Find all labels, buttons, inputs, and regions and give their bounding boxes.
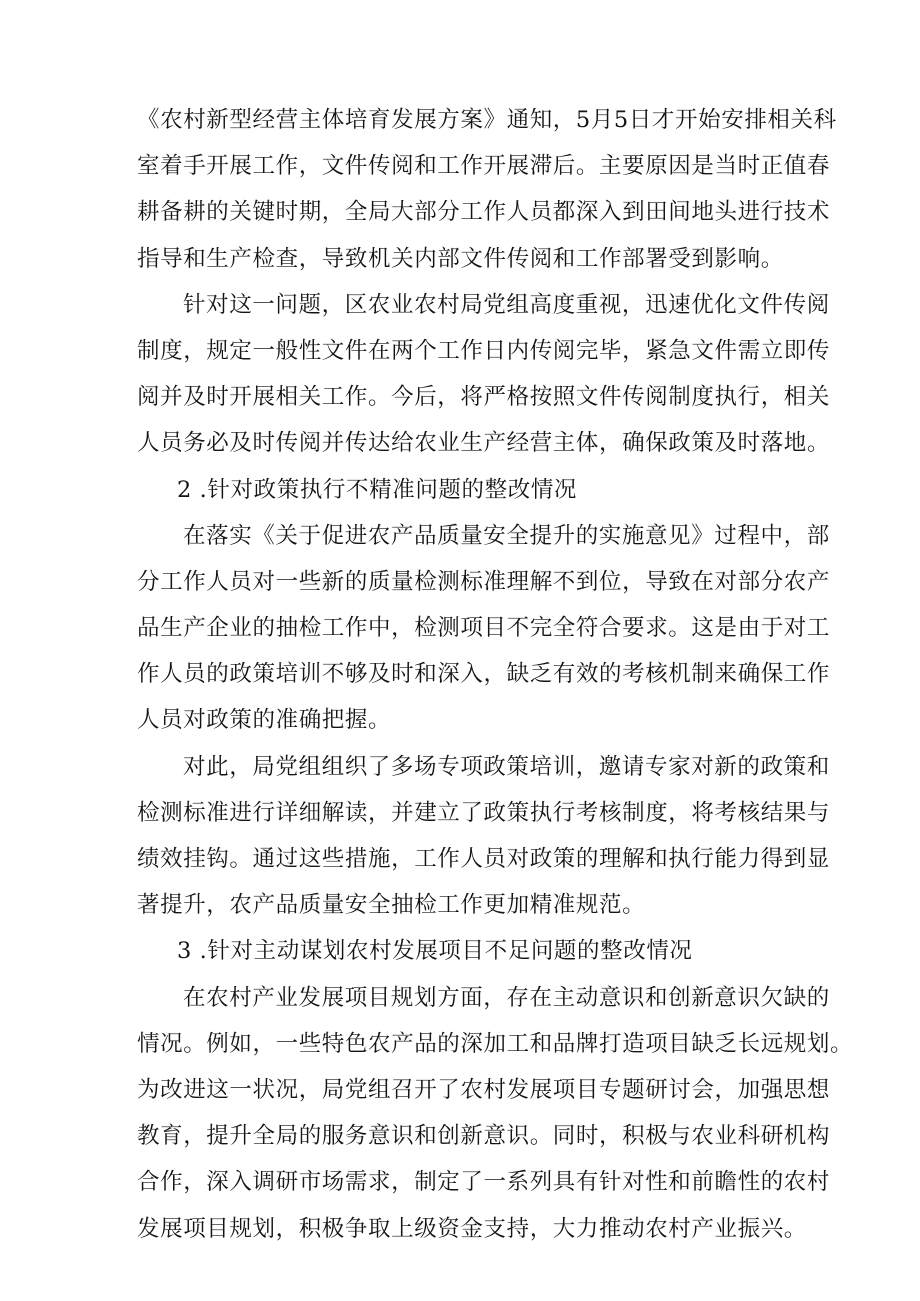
text-line: 在农村产业发展项目规划方面，存在主动意识和创新意识欠缺的 bbox=[183, 984, 830, 1011]
text-line: 品生产企业的抽检工作中，检测项目不完全符合要求。这是由于对工 bbox=[137, 615, 831, 642]
text-line: 分工作人员对一些新的质量检测标准理解不到位，导致在对部分农产 bbox=[137, 568, 831, 595]
text-line: 著提升，农产品质量安全抽检工作更加精准规范。 bbox=[137, 892, 646, 919]
text-line: 情况。例如，一些特色农产品的深加工和品牌打造项目缺乏长远规划。 bbox=[137, 1030, 854, 1057]
section-heading-text: 3 .针对主动谋划农村发展项目不足问题的整改情况 bbox=[177, 938, 693, 965]
text-line: 在落实《关于促进农产品质量安全提升的实施意见》过程中，部 bbox=[183, 522, 830, 549]
section-heading-text: 2 .针对政策执行不精准问题的整改情况 bbox=[177, 476, 578, 503]
text-line: 阅并及时开展相关工作。今后，将严格按照文件传阅制度执行，相关 bbox=[137, 384, 831, 411]
document-body bbox=[137, 97, 854, 1252]
text-line: 作人员的政策培训不够及时和深入，缺乏有效的考核机制来确保工作 bbox=[137, 661, 831, 688]
text-line: 检测标准进行详细解读，并建立了政策执行考核制度，将考核结果与 bbox=[137, 799, 831, 826]
text-line: 指导和生产检查，导致机关内部文件传阅和工作部署受到影响。 bbox=[137, 245, 784, 272]
text-line: 人员务必及时传阅并传达给农业生产经营主体，确保政策及时落地。 bbox=[137, 430, 831, 457]
paragraph-4 bbox=[137, 744, 831, 929]
text-line: 耕备耕的关键时期，全局大部分工作人员都深入到田间地头进行技术 bbox=[137, 199, 831, 226]
paragraph-2 bbox=[137, 282, 831, 467]
text-line: 教育，提升全局的服务意识和创新意识。同时，积极与农业科研机构 bbox=[137, 1123, 831, 1150]
paragraph-5 bbox=[137, 975, 854, 1252]
section-heading-2 bbox=[137, 467, 793, 513]
text-line: 室着手开展工作，文件传阅和工作开展滞后。主要原因是当时正值春 bbox=[137, 153, 831, 180]
text-line: 针对这一问题，区农业农村局党组高度重视，迅速优化文件传阅 bbox=[183, 291, 830, 318]
text-line: 制度，规定一般性文件在两个工作日内传阅完毕，紧急文件需立即传 bbox=[137, 337, 831, 364]
paragraph-1 bbox=[137, 97, 837, 282]
text-line: 合作，深入调研市场需求，制定了一系列具有针对性和前瞻性的农村 bbox=[137, 1169, 831, 1196]
text-line: 绩效挂钩。通过这些措施，工作人员对政策的理解和执行能力得到显 bbox=[137, 846, 831, 872]
paragraph-3 bbox=[137, 513, 831, 744]
text-line: 人员对政策的准确把握。 bbox=[137, 707, 392, 734]
text-line: 为改进这一状况，局党组召开了农村发展项目专题研讨会，加强思想 bbox=[137, 1076, 831, 1103]
text-line: 对此，局党组组织了多场专项政策培训，邀请专家对新的政策和 bbox=[183, 753, 830, 780]
section-heading-3 bbox=[137, 928, 793, 974]
text-line: 发展项目规划，积极争取上级资金支持，大力推动农村产业振兴。 bbox=[137, 1215, 807, 1242]
text-line: 《农村新型经营主体培育发展方案》通知，5月5日才开始安排相关科 bbox=[137, 107, 837, 133]
